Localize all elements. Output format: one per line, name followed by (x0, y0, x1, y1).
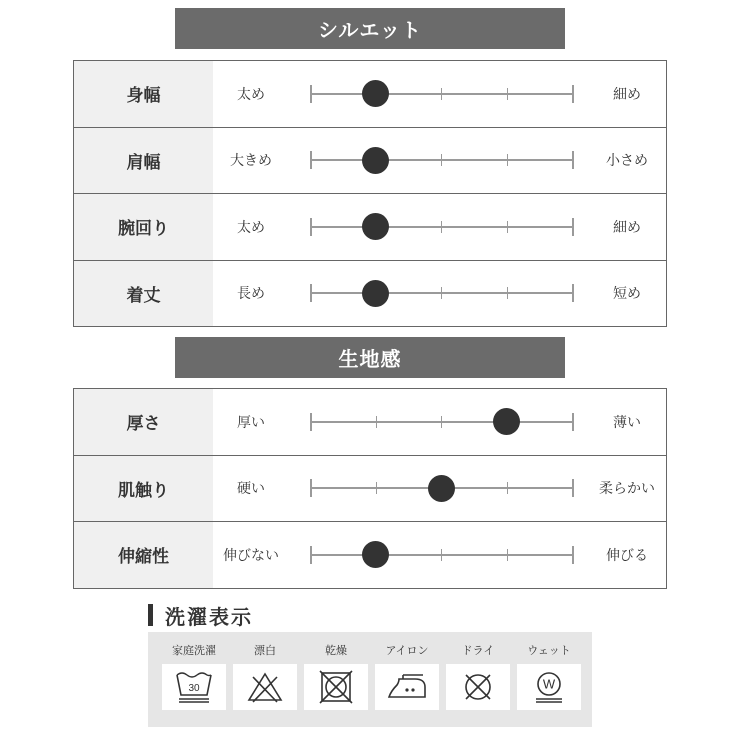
scale-indicator (362, 541, 389, 568)
scale-right-label: 細め (613, 86, 641, 103)
scale-tick (572, 151, 574, 169)
scale-right-label: 伸びる (606, 547, 648, 564)
scale-tick (310, 151, 312, 169)
table-row (74, 61, 666, 128)
scale-tick (572, 546, 574, 564)
scale-left-label: 大きめ (230, 153, 272, 170)
rating-scale (310, 456, 572, 522)
silhouette-header: シルエット (175, 8, 565, 49)
table-row (74, 128, 666, 195)
care-title-text: 洗濯表示 (165, 604, 253, 629)
no-tumble-dry-icon (316, 669, 356, 705)
care-title (148, 600, 253, 630)
scale-tick (441, 549, 442, 561)
wet-clean-icon (529, 669, 569, 705)
row-label: 腕回り (74, 194, 213, 260)
scale-tick (310, 413, 312, 431)
scale-tick (507, 482, 508, 494)
rating-scale (310, 389, 572, 455)
scale-tick (507, 88, 508, 100)
scale-tick (572, 85, 574, 103)
rating-scale (310, 261, 572, 327)
scale-tick (376, 416, 377, 428)
scale-tick (441, 221, 442, 233)
table-row (74, 194, 666, 261)
care-label: ウェット (527, 644, 571, 657)
no-dry-clean-icon (458, 669, 498, 705)
rating-scale (310, 61, 572, 127)
care-label: 漂白 (254, 644, 276, 657)
table-row (74, 522, 666, 589)
scale-right-label: 小さめ (606, 153, 648, 170)
fabric-table (73, 388, 667, 589)
table-row (74, 261, 666, 328)
rating-scale (310, 522, 572, 588)
scale-left-label: 長め (237, 286, 265, 303)
washtub-30-icon (174, 669, 214, 705)
table-row (74, 456, 666, 523)
scale-tick (572, 284, 574, 302)
scale-tick (441, 154, 442, 166)
scale-tick (507, 549, 508, 561)
scale-right-label: 細め (613, 219, 641, 236)
svg-text:30: 30 (188, 683, 200, 694)
scale-indicator (362, 280, 389, 307)
no-bleach-icon (245, 669, 285, 705)
fabric-header: 生地感 (175, 337, 565, 378)
title-bar (148, 604, 153, 626)
care-label: アイロン (385, 644, 429, 657)
scale-tick (376, 482, 377, 494)
row-label: 身幅 (74, 61, 213, 127)
care-label: 乾燥 (325, 644, 347, 657)
scale-tick (507, 287, 508, 299)
scale-tick (441, 416, 442, 428)
row-label: 肩幅 (74, 128, 213, 194)
rating-scale (310, 194, 572, 260)
silhouette-table (73, 60, 667, 327)
scale-tick (310, 85, 312, 103)
scale-tick (310, 218, 312, 236)
scale-tick (310, 546, 312, 564)
table-row (74, 389, 666, 456)
scale-indicator (428, 475, 455, 502)
scale-right-label: 柔らかい (599, 481, 655, 498)
scale-right-label: 薄い (613, 414, 641, 431)
scale-tick (507, 221, 508, 233)
care-label: ドライ (461, 644, 495, 657)
scale-tick (310, 284, 312, 302)
care-label: 家庭洗濯 (172, 644, 216, 657)
scale-left-label: 太め (237, 219, 265, 236)
row-label: 厚さ (74, 389, 213, 455)
scale-tick (572, 218, 574, 236)
scale-indicator (362, 147, 389, 174)
scale-tick (572, 413, 574, 431)
scale-indicator (493, 408, 520, 435)
care-panel (148, 632, 592, 727)
scale-left-label: 硬い (237, 481, 265, 498)
row-label: 着丈 (74, 261, 213, 327)
svg-text:W: W (542, 676, 556, 692)
scale-tick (310, 479, 312, 497)
scale-indicator (362, 213, 389, 240)
scale-tick (441, 88, 442, 100)
scale-indicator (362, 80, 389, 107)
scale-left-label: 太め (237, 86, 265, 103)
scale-tick (572, 479, 574, 497)
scale-left-label: 厚い (237, 414, 265, 431)
iron-icon (385, 669, 429, 705)
row-label: 肌触り (74, 456, 213, 522)
rating-scale (310, 128, 572, 194)
row-label: 伸縮性 (74, 522, 213, 588)
scale-left-label: 伸びない (223, 547, 279, 564)
scale-tick (507, 154, 508, 166)
scale-tick (441, 287, 442, 299)
scale-right-label: 短め (613, 286, 641, 303)
